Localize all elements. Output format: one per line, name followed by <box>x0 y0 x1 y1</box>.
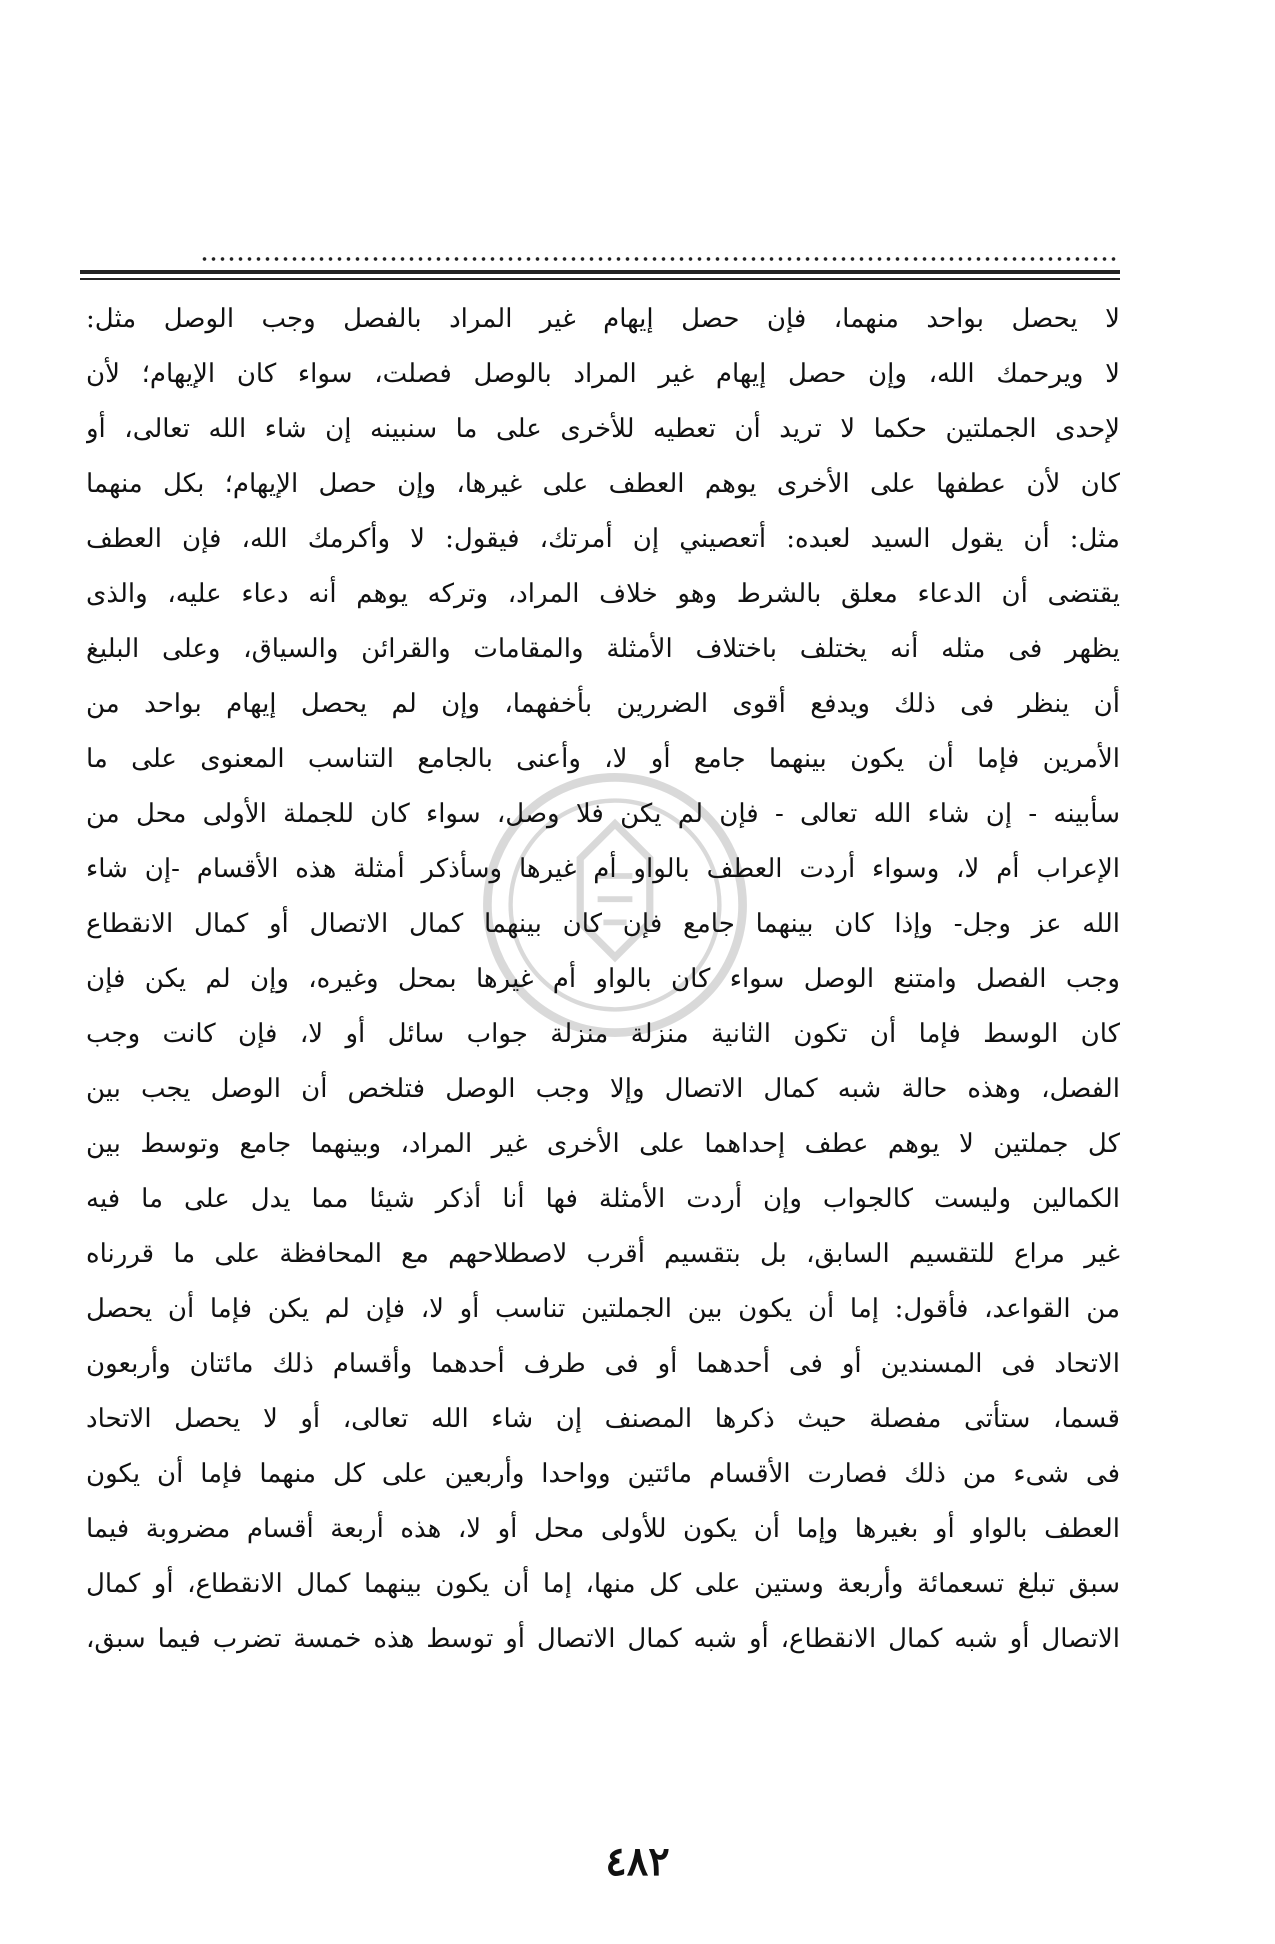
text-line: الكمالين وليست كالجواب وإن أردت الأمثلة فها أنا أذكر شيئا مما يدل على ما فيه <box>86 1184 1120 1214</box>
text-line: الله عز وجل- وإذا كان بينهما جامع فإن كان بينهما كمال الاتصال أو كمال الانقطاع <box>86 909 1120 939</box>
header-rule <box>80 256 1120 286</box>
text-line: لا ويرحمك الله، وإن حصل إيهام غير المراد بالوصل فصلت، سواء كان الإيهام؛ لأن <box>86 359 1120 389</box>
text-line: الفصل، وهذه حالة شبه كمال الاتصال وإلا وجب الوصل فتلخص أن الوصل يجب بين <box>86 1074 1120 1104</box>
text-line: الاتصال أو شبه كمال الانقطاع، أو شبه كمال الاتصال أو توسط هذه خمسة تضرب فيما سبق، <box>86 1624 1120 1654</box>
text-line: وجب الفصل وامتنع الوصل سواء كان بالواو أم غيرها بمحل وغيره، وإن لم يكن فإن <box>86 964 1120 994</box>
text-line: مثل: أن يقول السيد لعبده: أتعصيني إن أمرتك، فيقول: لا وأكرمك الله، فإن العطف <box>86 524 1120 554</box>
thin-rule <box>80 278 1120 280</box>
text-line: كان لأن عطفها على الأخرى يوهم العطف على غيرها، وإن حصل الإيهام؛ بكل منهما <box>86 469 1120 499</box>
text-line: قسما، ستأتى مفصلة حيث ذكرها المصنف إن شاء الله تعالى، أو لا يحصل الاتحاد <box>86 1404 1120 1434</box>
text-line: أن ينظر فى ذلك ويدفع أقوى الضررين بأخفهما، وإن لم يحصل إيهام بواحد من <box>86 689 1120 719</box>
text-line: لإحدى الجملتين حكما لا تريد أن تعطيه للأخرى على ما سنبينه إن شاء الله تعالى، أو <box>86 414 1120 444</box>
dotted-rule <box>200 256 1120 262</box>
body-text <box>86 292 1120 1667</box>
text-line: سأبينه - إن شاء الله تعالى - فإن لم يكن فلا وصل، سواء كان للجملة الأولى محل من <box>86 799 1120 829</box>
text-line: يظهر فى مثله أنه يختلف باختلاف الأمثلة والمقامات والقرائن والسياق، وعلى البليغ <box>86 634 1120 664</box>
text-line: الإعراب أم لا، وسواء أردت العطف بالواو أم غيرها وسأذكر أمثلة هذه الأقسام -إن شاء <box>86 854 1120 884</box>
text-line: كل جملتين لا يوهم عطف إحداهما على الأخرى غير المراد، وبينهما جامع وتوسط بين <box>86 1129 1120 1159</box>
page-number: ٤٨٢ <box>605 1838 670 1885</box>
text-line: لا يحصل بواحد منهما، فإن حصل إيهام غير المراد بالفصل وجب الوصل مثل: <box>86 304 1120 334</box>
text-line: الأمرين فإما أن يكون بينهما جامع أو لا، وأعنى بالجامع التناسب المعنوى على ما <box>86 744 1120 774</box>
text-line: من القواعد، فأقول: إما أن يكون بين الجملتين تناسب أو لا، فإن لم يكن فإما أن يحصل <box>86 1294 1120 1324</box>
text-line: يقتضى أن الدعاء معلق بالشرط وهو خلاف المراد، وتركه يوهم أنه دعاء عليه، والذى <box>86 579 1120 609</box>
text-line: غير مراع للتقسيم السابق، بل بتقسيم أقرب لاصطلاحهم مع المحافظة على ما قررناه <box>86 1239 1120 1269</box>
text-line: العطف بالواو أو بغيرها وإما أن يكون للأولى محل أو لا، هذه أربعة أقسام مضروبة فيما <box>86 1514 1120 1544</box>
thick-rule <box>80 270 1120 274</box>
text-line: الاتحاد فى المسندين أو فى أحدهما أو فى طرف أحدهما وأقسام ذلك مائتان وأربعون <box>86 1349 1120 1379</box>
text-line: فى شىء من ذلك فصارت الأقسام مائتين وواحدا وأربعين على كل منهما فإما أن يكون <box>86 1459 1120 1489</box>
text-line: سبق تبلغ تسعمائة وأربعة وستين على كل منها، إما أن يكون بينهما كمال الانقطاع، أو كمال <box>86 1569 1120 1599</box>
text-line: كان الوسط فإما أن تكون الثانية منزلة منزلة جواب سائل أو لا، فإن كانت وجب <box>86 1019 1120 1049</box>
